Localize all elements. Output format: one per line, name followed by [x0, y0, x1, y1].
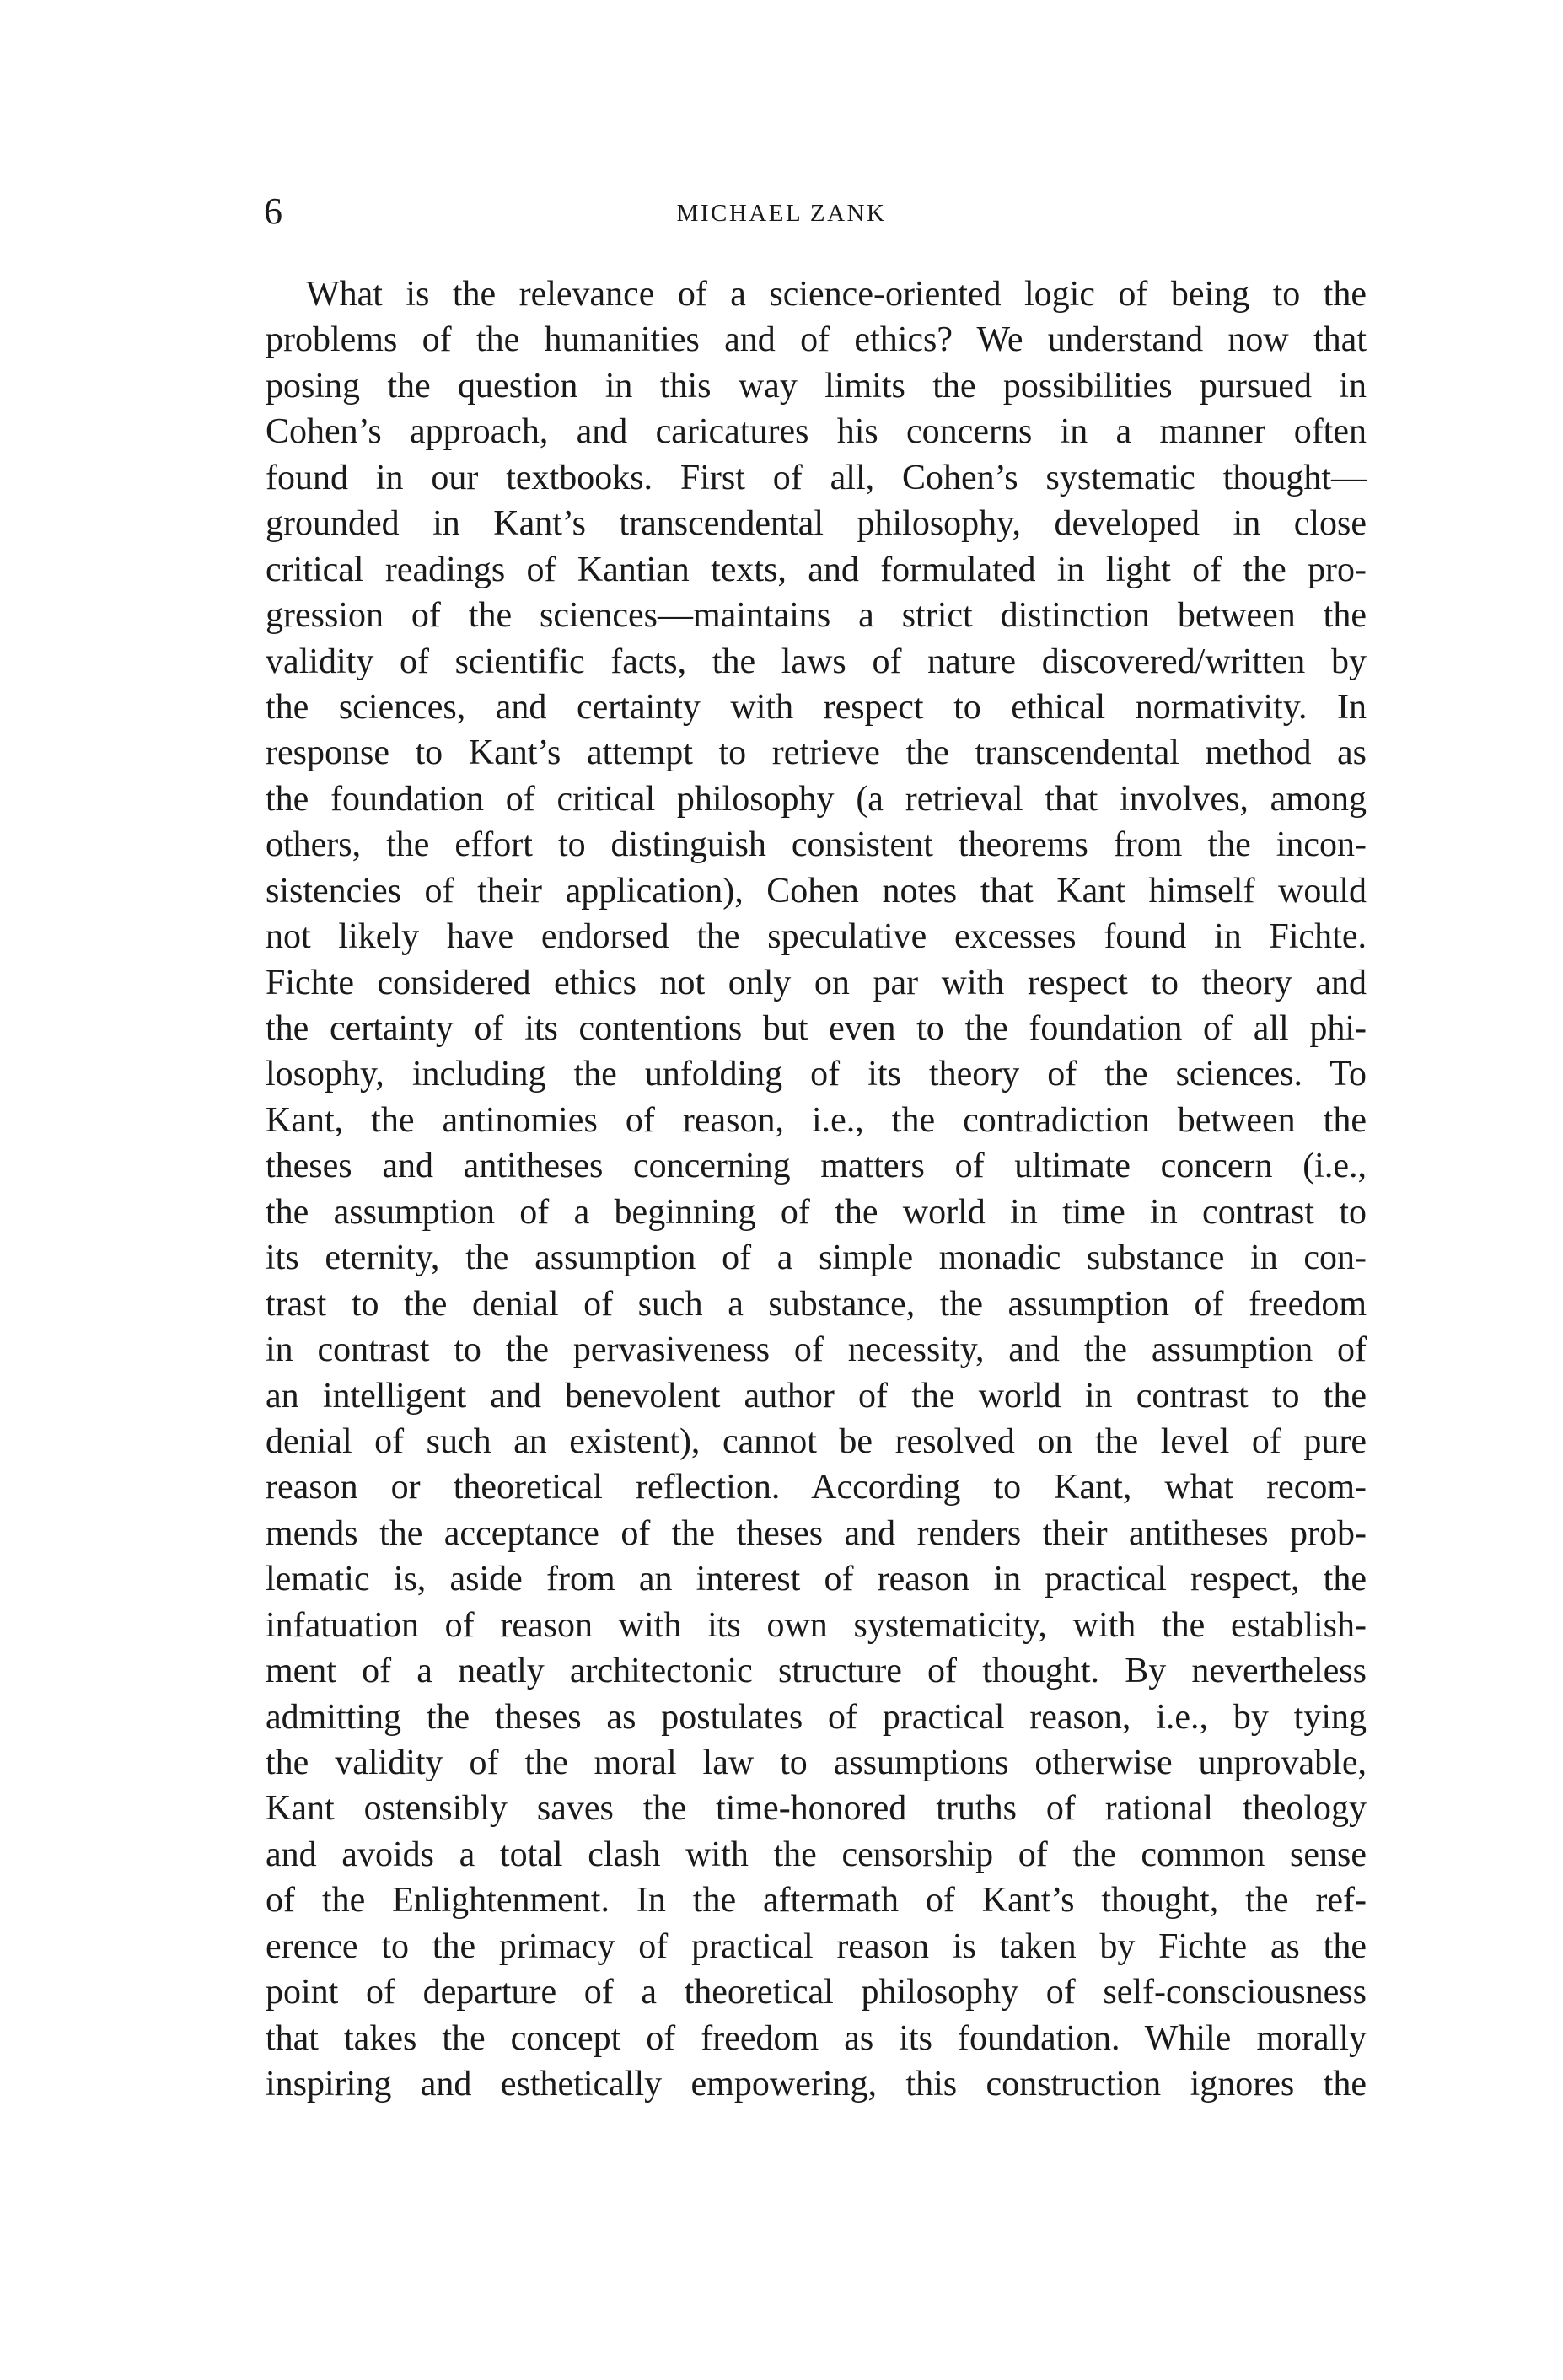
text-line: losophy, including the unfolding of its theory of the sciences. To	[266, 1055, 1367, 1094]
text-line: that takes the concept of freedom as its foundation. While morally	[266, 2018, 1367, 2058]
text-line: admitting the theses as postulates of practical reason, i.e., by tying	[266, 1697, 1367, 1737]
text-line: denial of such an existent), cannot be resolved on the level of pure	[266, 1421, 1367, 1461]
text-line: Kant ostensibly saves the time-honored truths of rational theology	[266, 1789, 1367, 1829]
text-line: the certainty of its contentions but even to the foundation of all phi-	[266, 1009, 1367, 1048]
text-line: ment of a neatly architectonic structure of thought. By nevertheless	[266, 1652, 1367, 1691]
text-line: the foundation of critical philosophy (a retrieval that involves, among	[266, 779, 1367, 819]
text-line: What is the relevance of a science-oriented logic of being to the	[306, 275, 1367, 314]
text-line: Fichte considered ethics not only on par with respect to theory and	[266, 963, 1367, 1002]
text-line: posing the question in this way limits the possibilities pursued in	[266, 366, 1367, 406]
text-line: lematic is, aside from an interest of reason in practical respect, the	[266, 1560, 1367, 1599]
text-line: found in our textbooks. First of all, Cohen’s systematic thought—	[266, 458, 1367, 497]
text-line: of the Enlightenment. In the aftermath of Kant’s thought, the ref-	[266, 1881, 1367, 1921]
text-line: reason or theoretical reflection. According to Kant, what recom-	[266, 1468, 1367, 1507]
text-line: the assumption of a beginning of the world in time in contrast to	[266, 1192, 1367, 1232]
text-line: inspiring and esthetically empowering, this construction ignores the	[266, 2065, 1367, 2104]
text-line: not likely have endorsed the speculative excesses found in Fichte.	[266, 917, 1367, 957]
text-line: problems of the humanities and of ethics? We understand now that	[266, 320, 1367, 360]
body-paragraph	[266, 271, 1367, 2108]
text-line: and avoids a total clash with the censorship of the common sense	[266, 1835, 1367, 1874]
text-line: response to Kant’s attempt to retrieve the transcendental method as	[266, 733, 1367, 773]
text-line: others, the effort to distinguish consistent theorems from the incon-	[266, 825, 1367, 865]
text-line: an intelligent and benevolent author of the world in contrast to the	[266, 1376, 1367, 1416]
text-line: erence to the primacy of practical reason is taken by Fichte as the	[266, 1926, 1367, 1966]
text-line: grounded in Kant’s transcendental philosophy, developed in close	[266, 504, 1367, 544]
text-line: in contrast to the pervasiveness of necessity, and the assumption of	[266, 1330, 1367, 1370]
text-line: point of departure of a theoretical philosophy of self-consciousness	[266, 1973, 1367, 2012]
text-line: mends the acceptance of the theses and renders their antitheses prob-	[266, 1513, 1367, 1553]
text-line: sistencies of their application), Cohen notes that Kant himself would	[266, 871, 1367, 911]
text-line: Kant, the antinomies of reason, i.e., the contradiction between the	[266, 1100, 1367, 1140]
text-line: its eternity, the assumption of a simple monadic substance in con-	[266, 1238, 1367, 1278]
text-line: critical readings of Kantian texts, and formulated in light of the pro-	[266, 550, 1367, 589]
text-line: gression of the sciences—maintains a strict distinction between the	[266, 596, 1367, 636]
text-line: Cohen’s approach, and caricatures his concerns in a manner often	[266, 412, 1367, 452]
page-number: 6	[264, 191, 282, 232]
running-head: MICHAEL ZANK	[676, 200, 887, 227]
text-line: infatuation of reason with its own systematicity, with the establish-	[266, 1605, 1367, 1645]
text-line: trast to the denial of such a substance, the assumption of freedom	[266, 1284, 1367, 1324]
text-line: the sciences, and certainty with respect to ethical normativity. In	[266, 687, 1367, 727]
text-line: the validity of the moral law to assumptions otherwise unprovable,	[266, 1743, 1367, 1782]
text-line: theses and antitheses concerning matters of ultimate concern (i.e.,	[266, 1147, 1367, 1186]
text-line: validity of scientific facts, the laws of nature discovered/written by	[266, 642, 1367, 681]
